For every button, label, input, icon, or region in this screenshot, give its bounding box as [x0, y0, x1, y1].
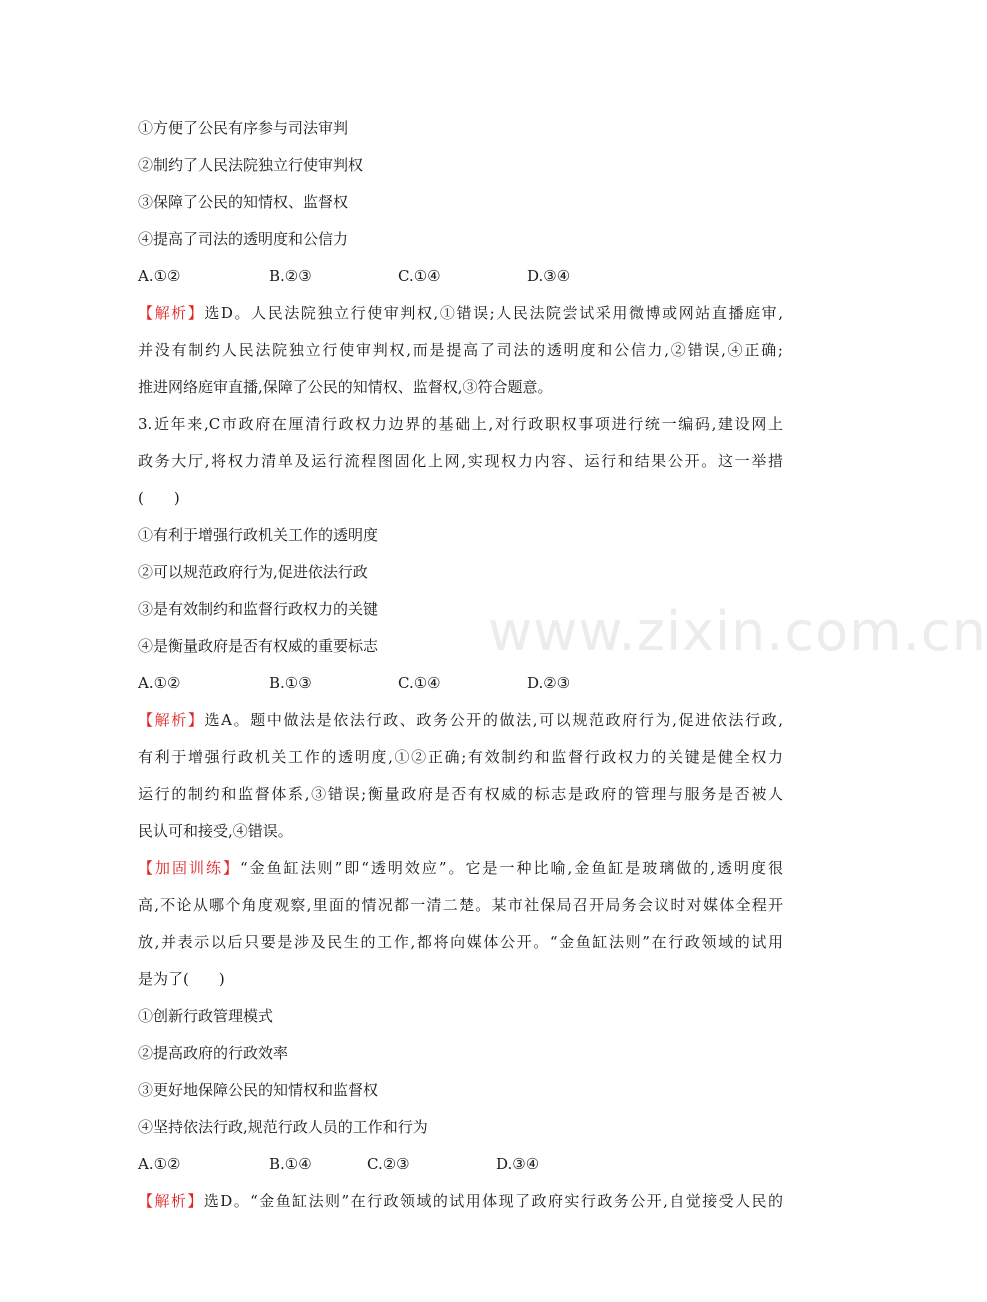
option-c: C.①④	[398, 674, 441, 692]
option-a: A.①②	[138, 267, 181, 285]
option-b: B.①④	[269, 1155, 312, 1173]
analysis-line	[138, 295, 783, 331]
option-b: B.②③	[269, 267, 312, 285]
analysis-line: 有利于增强行政机关工作的透明度,①②正确;有效制约和监督行政权力的关键是健全权力	[138, 748, 783, 766]
analysis-text: 选D。“金鱼缸法则”在行政领域的试用体现了政府实行政务公开,自觉接受人民的	[203, 1192, 783, 1210]
drill-stem	[138, 850, 783, 886]
statement-4: ④坚持依法行政,规范行政人员的工作和行为	[138, 1118, 428, 1136]
option-d: D.②③	[527, 674, 571, 692]
analysis-tag: 【解析】	[138, 711, 205, 729]
analysis-text: 选D。人民法院独立行使审判权,①错误;人民法院尝试采用微博或网站直播庭审,	[204, 304, 783, 322]
statement-1: ①创新行政管理模式	[138, 1007, 274, 1025]
statement-1: ①有利于增强行政机关工作的透明度	[138, 526, 379, 544]
analysis-text: 选A。题中做法是依法行政、政务公开的做法,可以规范政府行为,促进依法行政,	[204, 711, 783, 729]
drill-stem: 放,并表示以后只要是涉及民生的工作,都将向媒体公开。“金鱼缸法则”在行政领域的试用	[138, 933, 783, 951]
option-b: B.①③	[269, 674, 312, 692]
question-stem: 政务大厅,将权力清单及运行流程图固化上网,实现权力内容、运行和结果公开。这一举措	[138, 452, 783, 470]
option-c: C.①④	[398, 267, 441, 285]
drill-text: “金鱼缸法则”即“透明效应”。它是一种比喻,金鱼缸是玻璃做的,透明度很	[239, 859, 783, 877]
analysis-line: 运行的制约和监督体系,③错误;衡量政府是否有权威的标志是政府的管理与服务是否被人	[138, 785, 783, 803]
option-c: C.②③	[367, 1155, 410, 1173]
analysis-line: 推进网络庭审直播,保障了公民的知情权、监督权,③符合题意。	[138, 378, 553, 396]
statement-3: ③是有效制约和监督行政权力的关键	[138, 600, 379, 618]
statement-3: ③保障了公民的知情权、监督权	[138, 193, 349, 211]
option-a: A.①②	[138, 674, 181, 692]
analysis-tag: 【解析】	[138, 304, 205, 322]
statement-2: ②可以规范政府行为,促进依法行政	[138, 563, 368, 581]
option-a: A.①②	[138, 1155, 181, 1173]
watermark: www.zixin.com.cn	[488, 600, 987, 663]
statement-1: ①方便了公民有序参与司法审判	[138, 119, 349, 137]
drill-blank: 是为了( )	[138, 970, 225, 988]
statement-2: ②制约了人民法院独立行使审判权	[138, 156, 364, 174]
analysis-line: 民认可和接受,④错误。	[138, 822, 293, 840]
statement-4: ④提高了司法的透明度和公信力	[138, 230, 349, 248]
question-blank: ( )	[138, 489, 180, 507]
analysis-line	[138, 1183, 783, 1219]
analysis-line	[138, 702, 783, 738]
drill-stem: 高,不论从哪个角度观察,里面的情况都一清二楚。某市社保局召开局务会议时对媒体全程开	[138, 896, 783, 914]
statement-4: ④是衡量政府是否有权威的重要标志	[138, 637, 379, 655]
statement-3: ③更好地保障公民的知情权和监督权	[138, 1081, 379, 1099]
option-d: D.③④	[527, 267, 571, 285]
question-stem: 3.近年来,C市政府在厘清行政权力边界的基础上,对行政职权事项进行统一编码,建设网上	[138, 415, 783, 433]
statement-2: ②提高政府的行政效率	[138, 1044, 289, 1062]
option-d: D.③④	[496, 1155, 540, 1173]
analysis-line: 并没有制约人民法院独立行使审判权,而是提高了司法的透明度和公信力,②错误,④正确;	[138, 341, 783, 359]
analysis-tag: 【解析】	[138, 1192, 204, 1210]
drill-tag: 【加固训练】	[138, 859, 240, 877]
